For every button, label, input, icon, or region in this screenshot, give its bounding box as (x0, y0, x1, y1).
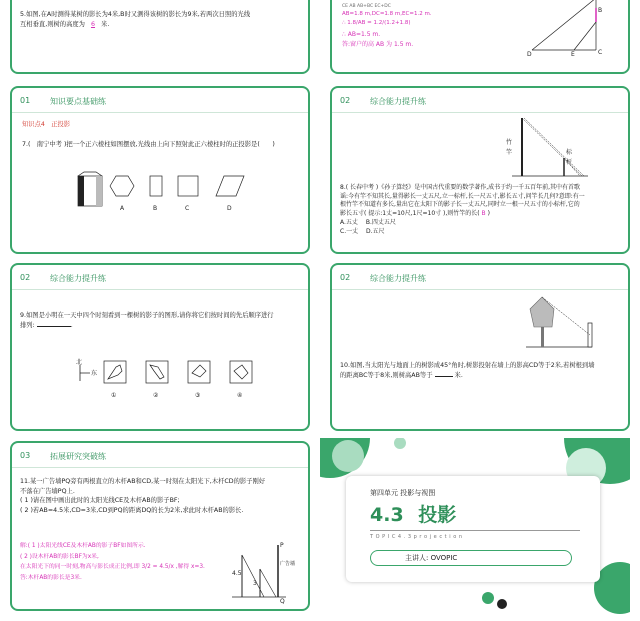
compass-figure (76, 358, 97, 381)
label-p: P (280, 542, 284, 549)
option-a-shape (110, 176, 134, 196)
fig-3-label: ③ (195, 392, 201, 399)
q10-text (340, 361, 630, 380)
option-d-shape (216, 176, 244, 196)
label-gan-1: 竿 (506, 149, 513, 156)
cover-divider (370, 530, 580, 531)
q11-text (20, 477, 310, 515)
shadow-figure-2 (146, 361, 168, 399)
section-number: 01 (20, 96, 31, 105)
section-number: 03 (20, 451, 31, 460)
slide-q8 (330, 86, 630, 254)
sol-line: 答:木杆AB的影长是3米. (20, 574, 82, 581)
cover-topic: T O P I C 4 . 3 p r o j e c t i o n (370, 534, 463, 540)
shadow-figure-4 (230, 361, 252, 399)
label-gan-2: 杆 (566, 159, 573, 166)
section-number: 02 (340, 96, 351, 105)
q9-line2: 排列: (20, 321, 35, 329)
option-c-label: C (185, 205, 190, 212)
q8-choice-c: C.一丈 (340, 227, 359, 235)
slide-cover (320, 438, 630, 616)
q9-figures (68, 355, 268, 415)
east-label: 东 (91, 370, 98, 377)
q5-line2: 互相垂直,则树的高度为 (20, 20, 85, 28)
section-title: 拓展研究突破练 (50, 452, 106, 461)
cover-title-row (370, 500, 456, 527)
slide-q5 (10, 0, 310, 74)
fig-4-label: ④ (237, 392, 243, 399)
north-label: 北 (76, 359, 83, 366)
slide-header (12, 265, 308, 290)
hint-top: CE AB AB+BC EC+DC (342, 4, 391, 9)
slide-header (12, 88, 308, 113)
option-d-label: D (227, 205, 232, 212)
label-3: 3 (253, 580, 257, 587)
hint-line: AB=1.8 m,DC=1.8 m,EC=1.2 m. (342, 11, 432, 17)
fig-1-label: ① (111, 392, 117, 399)
cover-presenter: 主讲人: OVOPIC (405, 554, 458, 562)
q7-figures (72, 168, 252, 218)
eq-2: ∴ AB=1.5 m. (342, 31, 381, 38)
label-q: Q (280, 598, 285, 605)
q11-line: 11.某一广告墙PQ旁有两根直立的木杆AB和CD,某一时刻在太阳光下,木杆CD的影子刚好 (20, 478, 266, 485)
label-wall: 广告墙 (280, 561, 296, 567)
billboard-figure (228, 535, 302, 607)
q9-line1: 9.如图是小明在一天中四个时刻看到一棵树的影子的图形,请你将它们按时间的先后顺序进行 (20, 312, 274, 319)
hex-prism-figure (78, 172, 102, 206)
option-c-shape (178, 176, 198, 196)
slide-q10 (330, 263, 630, 431)
q11-solution (20, 541, 220, 583)
eq-1: ∴ 1.8/AB = 1.2/(1.2+1.8) (342, 20, 411, 26)
shadow-figure-1 (104, 361, 126, 399)
bamboo-pole-figure (492, 114, 592, 180)
tree-wall-figure (522, 293, 602, 353)
q11-line: ( 1 )请在图中画出此时的太阳光线CE及木杆AB的影子BF; (20, 497, 180, 504)
q8-choice-a: A.五丈 (340, 218, 358, 226)
q8-line: 根竹竿不知道有多长,量出它在太阳下的影子长一丈五尺,同时立一根一尺五寸的小标杆,它的 (340, 201, 580, 209)
section-number: 02 (20, 273, 31, 282)
label-zhu: 竹 (506, 139, 513, 146)
label-biao: 标 (566, 149, 573, 156)
sol-line: 解:( 1 )太阳光线CE及木杆AB的影子BF如图所示. (20, 543, 146, 549)
q9-text: 9.如图是小明在一天中四个时刻看到一棵树的影子的图形,请你将它们按时间的先后顺序进行 排列: . (20, 312, 274, 329)
q7-text: 7.( 南宁中考 )把一个正六棱柱如图摆放,光线由上向下照射此正六棱柱时的正投影是( ) (22, 141, 275, 148)
q11-line: 不落在广告墙PQ上. (20, 487, 75, 495)
fig-2-label: ② (153, 392, 159, 399)
section-title: 综合能力提升练 (370, 97, 426, 106)
q8-answer: B (481, 210, 486, 218)
eq-3: 答:窗户的高 AB 为 1.5 m. (342, 41, 414, 48)
cover-card (346, 476, 600, 582)
slide-q9 (10, 263, 310, 431)
q10-line2: 的距离BC等于8米,则树高AB等于 (340, 371, 433, 379)
label-e: E (571, 51, 575, 56)
q8-line: 8.( 长春中考 )《孙子算经》是中国古代重要的数学著作,成书于约一千五百年前,其中有首歌 (340, 184, 581, 191)
section-title: 综合能力提升练 (370, 274, 426, 283)
q11-line: ( 2 )若AB=4.5米,CD=3米,CD到PQ的距离DQ的长为2米,求此时木杆AB的影长. (20, 506, 244, 514)
q5-answer: 6 (91, 20, 96, 28)
cover-number: 4.3 (370, 504, 404, 526)
window-triangle-figure (522, 0, 622, 56)
q8-choice-d: D.五尺 (366, 227, 385, 235)
q5-line1: 5.如图,在A时测得某树的影长为4米,B时又测得该树的影长为9米,若两次日照的光线 (20, 11, 251, 18)
slide-header (332, 265, 628, 290)
q8-text: 8.( 长春中考 )《孙子算经》是中国古代重要的数学著作,成书于约一千五百年前,其中有首歌 谣:今有竿不知其长,量得影长一丈五尺,立一标杆,长一尺五寸,影长五寸,问竿长几何?意即:有一 根竹竿不知道有多长,量出它在太阳下的影子长一丈五尺,同时立一根一尺五寸的小标杆,它的 影长五寸( 提示:1丈=10尺,1尺=10寸 ),则竹竿的长( B ) A.五丈 B.四丈五尺 C.一丈 D.五尺 (340, 184, 585, 235)
sol-line: 在太阳光下的同一时刻,物高与影长成正比例,即 3/2 = 4.5/x ,解得 x=3. (20, 564, 205, 570)
q10-unit: 米. (454, 371, 463, 379)
q8-line: 谣:今有竿不知其长,量得影长一丈五尺,立一标杆,长一尺五寸,影长五寸,问竿长几何?意即:有一 (340, 192, 585, 200)
knowledge-point: 知识点4 正投影 (22, 121, 71, 128)
option-a-label: A (120, 205, 125, 212)
sol-line: ( 2 )设木杆AB的影长BF为x米, (20, 553, 99, 560)
q10-line1: 10.如图,当太阳光与地面上的树影成45°角时,树影投射在墙上的影高CD等于2米,若树根到墙 (340, 362, 595, 369)
slide-q7 (10, 86, 310, 254)
section-number: 02 (340, 273, 351, 282)
slide-q11 (10, 441, 310, 611)
option-b-shape (150, 176, 162, 196)
cover-presenter-box (370, 550, 572, 566)
shadow-figure-3 (188, 361, 210, 399)
slide-header (332, 88, 628, 113)
cover-title: 投影 (418, 504, 457, 526)
q5-text (20, 10, 310, 29)
cover-unit: 第四单元 投影与视图 (370, 489, 436, 497)
option-b-label: B (153, 205, 158, 212)
label-d: D (527, 51, 532, 56)
section-title: 知识要点基础练 (50, 97, 106, 106)
label-b: B (598, 7, 603, 14)
section-title: 综合能力提升练 (50, 274, 106, 283)
label-c: C (598, 49, 603, 56)
q8-choice-b: B.四丈五尺 (365, 218, 396, 226)
label-4-5: 4.5 (232, 570, 242, 577)
q5-unit: 米. (101, 20, 110, 28)
q8-line: 影长五寸( 提示:1丈=10尺,1尺=10寸 ),则竹竿的长 (340, 210, 478, 218)
slide-window-solution (330, 0, 630, 74)
slide-header (12, 443, 308, 468)
